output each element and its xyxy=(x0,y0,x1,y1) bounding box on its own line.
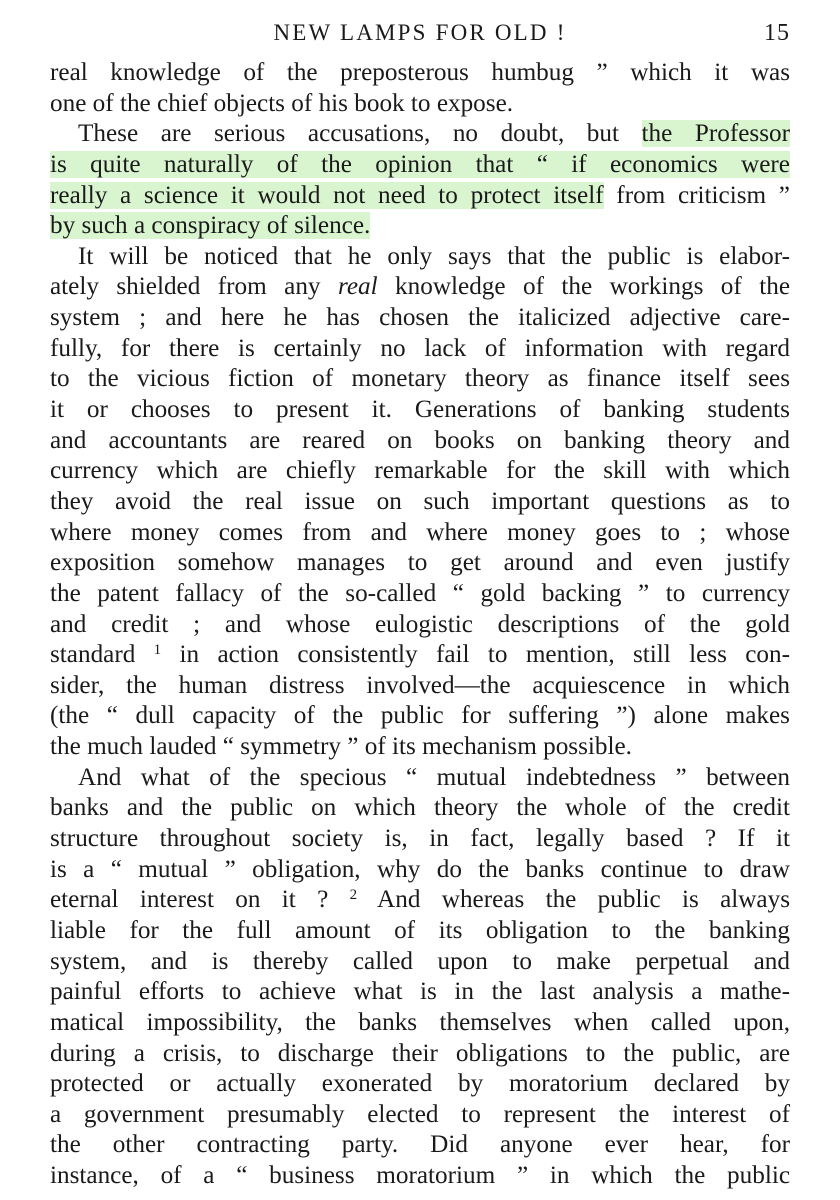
line-text: the other contracting party. Did anyone ever hear, for xyxy=(50,1131,790,1159)
text-line xyxy=(50,916,790,947)
line-text: ately shielded from any xyxy=(50,273,338,301)
line-text: eternal interest on it ? xyxy=(50,886,350,914)
text-line xyxy=(50,793,790,824)
line-text: from criticism ” xyxy=(603,181,790,209)
highlighted-text: the Professor xyxy=(641,120,790,148)
line-text: It will be noticed that he only says that the public is elabor- xyxy=(78,242,790,270)
line-text: structure throughout society is, in fact, legally based ? If it xyxy=(50,825,790,853)
line-text: knowledge of the workings of the xyxy=(377,273,790,301)
line-text: exposition somehow manages to get around and even justify xyxy=(50,549,790,577)
line-text: the much lauded “ symmetry ” of its mechanism possible. xyxy=(50,733,632,761)
line-text: painful efforts to achieve what is in the last analysis a mathe- xyxy=(50,978,790,1006)
highlighted-text: is quite naturally of the opinion that “ if economics were xyxy=(50,150,790,178)
line-text: matical impossibility, the banks themselves when called upon, xyxy=(50,1008,790,1036)
line-text: standard xyxy=(50,641,154,669)
text-line xyxy=(50,1130,790,1161)
text-line xyxy=(50,334,790,365)
text-line xyxy=(50,364,790,395)
line-text: a government presumably elected to represent the interest of xyxy=(50,1100,790,1128)
line-text: And what of the specious “ mutual indebtedness ” between xyxy=(78,763,790,791)
line-text: These are serious accusations, no doubt, but xyxy=(78,120,642,148)
line-text: protected or actually exonerated by moratorium declared by xyxy=(50,1070,790,1098)
text-line xyxy=(50,977,790,1008)
line-text: system, and is thereby called upon to make perpetual and xyxy=(50,947,790,975)
text-line xyxy=(50,824,790,855)
text-line xyxy=(50,181,790,212)
text-line xyxy=(50,1039,790,1070)
line-text: system ; and here he has chosen the italicized adjective care- xyxy=(50,304,790,332)
line-text: the patent fallacy of the so-called “ gold backing ” to currency xyxy=(50,579,790,607)
italic-text: real xyxy=(337,273,378,301)
text-line xyxy=(50,548,790,579)
line-text: sider, the human distress involved—the acquiescence in which xyxy=(50,671,790,699)
line-text: and accountants are reared on books on banking theory and xyxy=(50,426,790,454)
highlighted-text: really a science it would not need to protect itself xyxy=(50,181,604,209)
text-line xyxy=(50,610,790,641)
line-text: fully, for there is certainly no lack of information with regard xyxy=(50,334,790,362)
line-text: where money comes from and where money goes to ; whose xyxy=(50,518,790,546)
text-line xyxy=(50,395,790,426)
text-line xyxy=(50,1161,790,1192)
text-line xyxy=(50,947,790,978)
text-line xyxy=(50,579,790,610)
text-line xyxy=(50,58,790,89)
footnote-marker: 1 xyxy=(153,642,162,659)
line-text: And whereas the public is always xyxy=(357,886,791,914)
line-text: is a “ mutual ” obligation, why do the banks continue to draw xyxy=(50,855,790,883)
text-line xyxy=(50,456,790,487)
line-text: banks and the public on which theory the whole of the credit xyxy=(50,794,790,822)
page-number: 15 xyxy=(764,20,790,46)
footnote-marker: 2 xyxy=(349,887,358,904)
running-title: NEW LAMPS FOR OLD ! xyxy=(273,20,567,45)
running-head xyxy=(0,16,840,52)
text-line xyxy=(50,640,790,671)
line-text: during a crisis, to discharge their obligations to the public, are xyxy=(50,1039,790,1067)
text-line xyxy=(50,211,790,242)
text-line xyxy=(50,150,790,181)
line-text: one of the chief objects of his book to expose. xyxy=(50,89,514,117)
text-line xyxy=(50,1100,790,1131)
text-line xyxy=(50,885,790,916)
highlighted-text: by such a conspiracy of silence. xyxy=(50,212,371,240)
body-text xyxy=(50,58,790,1192)
line-text: real knowledge of the preposterous humbug ” which it was xyxy=(50,59,790,86)
text-line xyxy=(50,426,790,457)
line-text: in action consistently fail to mention, still less con- xyxy=(161,641,791,669)
text-line xyxy=(50,671,790,702)
text-line xyxy=(50,1008,790,1039)
line-text: they avoid the real issue on such important questions as to xyxy=(50,487,790,515)
text-line xyxy=(50,1069,790,1100)
text-line xyxy=(50,303,790,334)
line-text: to the vicious fiction of monetary theory as finance itself sees xyxy=(50,365,790,393)
text-line xyxy=(50,119,790,150)
line-text: instance, of a “ business moratorium ” in which the public xyxy=(50,1162,790,1190)
line-text: (the “ dull capacity of the public for suffering ”) alone makes xyxy=(50,702,790,730)
text-line xyxy=(50,272,790,303)
line-text: currency which are chiefly remarkable for the skill with which xyxy=(50,457,790,485)
text-line xyxy=(50,518,790,549)
text-line xyxy=(50,487,790,518)
line-text: and credit ; and whose eulogistic descriptions of the gold xyxy=(50,610,790,638)
line-text: liable for the full amount of its obligation to the banking xyxy=(50,916,790,944)
text-line xyxy=(50,89,790,120)
text-line xyxy=(50,855,790,886)
text-line xyxy=(50,242,790,273)
text-line xyxy=(50,701,790,732)
text-line xyxy=(50,732,790,763)
text-line xyxy=(50,763,790,794)
line-text: it or chooses to present it. Generations of banking students xyxy=(50,396,790,424)
